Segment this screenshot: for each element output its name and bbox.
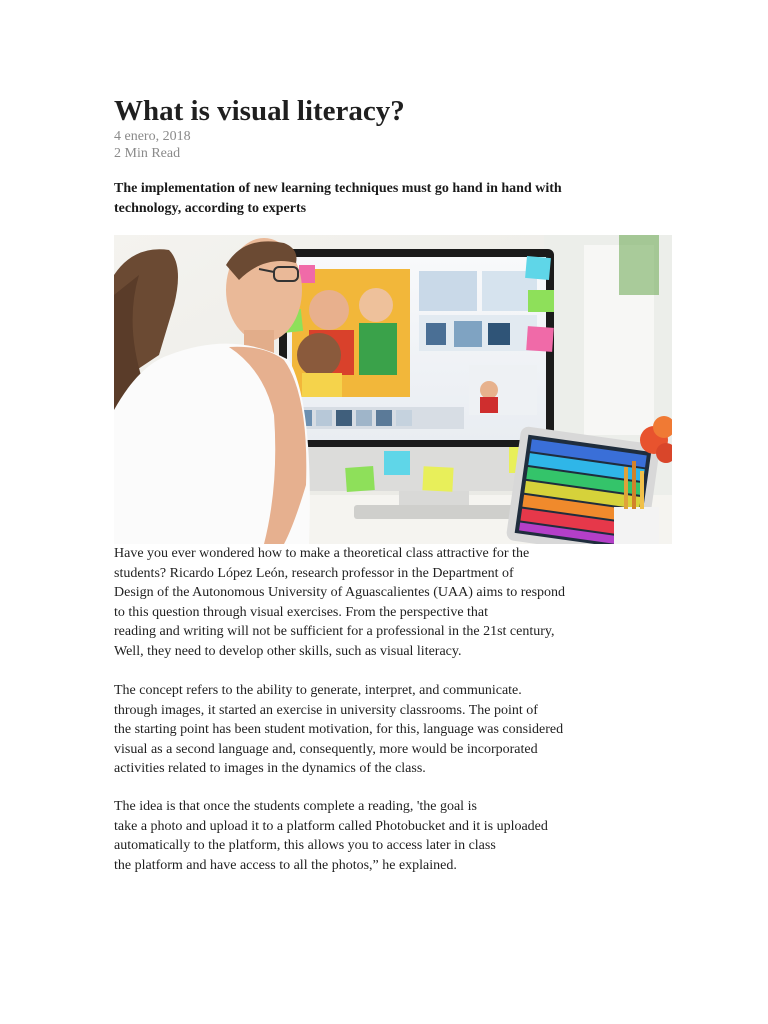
paragraph-line: reading and writing will not be sufficient for a professional in the 21st century, bbox=[114, 624, 555, 640]
paragraph-3 bbox=[114, 797, 548, 875]
paragraph-line: The idea is that once the students complete a reading, 'the goal is bbox=[114, 799, 477, 814]
read-time: 2 Min Read bbox=[114, 146, 181, 161]
paragraph-line: take a photo and upload it to a platform called Photobucket and it is uploaded bbox=[114, 818, 548, 834]
paragraph-line: to this question through visual exercises. From the perspective that bbox=[114, 604, 489, 620]
paragraph-line: through images, it started an exercise in university classrooms. The point of bbox=[114, 702, 538, 718]
paragraph-line: visual as a second language and, consequently, more would be incorporated bbox=[114, 741, 538, 757]
paragraph-line: The concept refers to the ability to generate, interpret, and communicate. bbox=[114, 683, 522, 698]
paragraph-line: students? Ricardo López León, research professor in the Department of bbox=[114, 565, 514, 581]
publish-date: 4 enero, 2018 bbox=[114, 129, 191, 144]
paragraph-line: Well, they need to develop other skills, such as visual literacy. bbox=[114, 643, 462, 659]
paragraph-2 bbox=[114, 681, 563, 779]
paragraph-line: the starting point has been student motivation, for this, language was considered bbox=[114, 722, 564, 738]
paragraph-1 bbox=[114, 544, 565, 662]
paragraph-line: activities related to images in the dynamics of the class. bbox=[114, 761, 426, 777]
article-photo bbox=[114, 235, 672, 544]
paragraph-line: automatically to the platform, this allows you to access later in class bbox=[114, 838, 496, 854]
paragraph-line: Have you ever wondered how to make a theoretical class attractive for the bbox=[114, 546, 530, 561]
paragraph-line: the platform and have access to all the photos,” he explained. bbox=[114, 857, 457, 873]
paragraph-line: Design of the Autonomous University of Aguascalientes (UAA) aims to respond bbox=[114, 585, 566, 601]
article-lead: The implementation of new learning techniques must go hand in hand with technology, according to experts bbox=[114, 181, 562, 216]
article-title: What is visual literacy? bbox=[114, 95, 405, 127]
